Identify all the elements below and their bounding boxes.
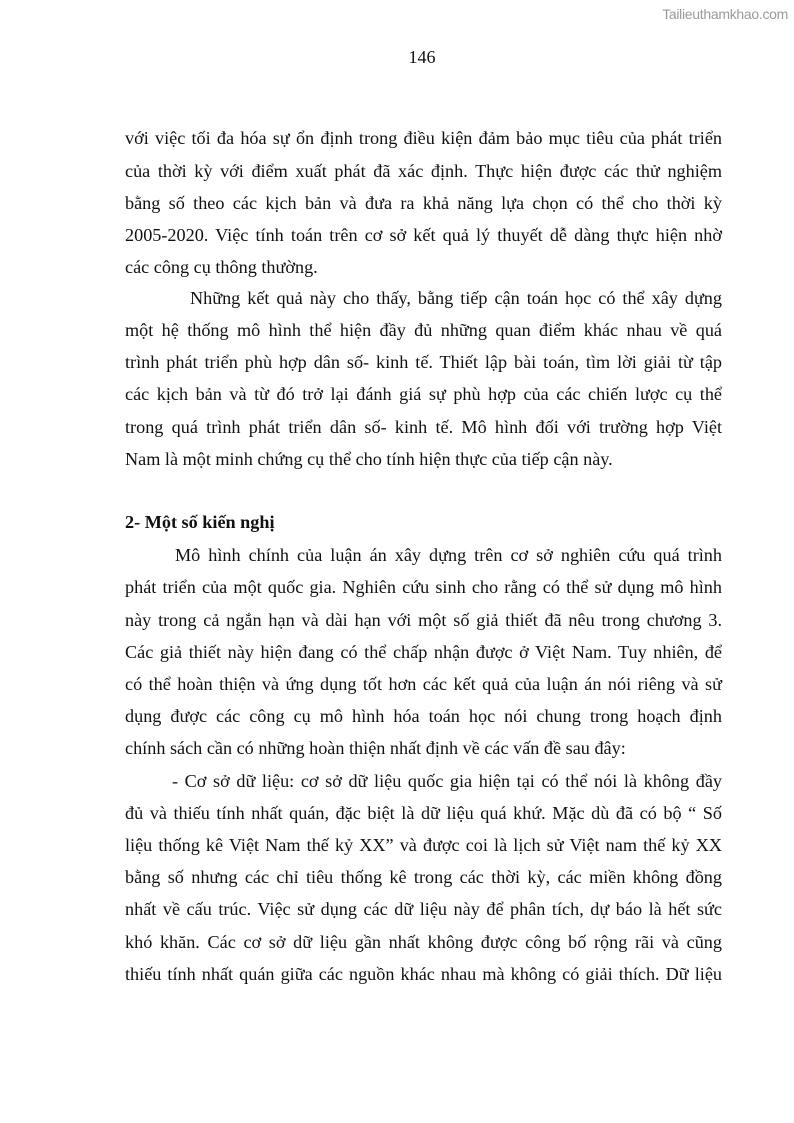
text-line: nhất về cấu trúc. Việc sử dụng các dữ liệu này để phân tích, dự báo là hết sức bbox=[125, 899, 722, 919]
text-line: Nam là một minh chứng cụ thể cho tính hiện thực của tiếp cận này. bbox=[125, 449, 613, 469]
text-line: trong quá trình phát triển dân số- kinh tế. Mô hình đối với trường hợp Việt bbox=[125, 417, 722, 437]
text-line: đủ và thiếu tính nhất quán, đặc biệt là dữ liệu quá khứ. Mặc dù đã có bộ “ Số bbox=[125, 803, 722, 823]
text-line: bằng số theo các kịch bản và đưa ra khả năng lựa chọn có thể cho thời kỳ bbox=[125, 193, 722, 213]
text-line: Các giả thiết này hiện đang có thể chấp nhận được ở Việt Nam. Tuy nhiên, để bbox=[125, 642, 722, 662]
page-number: 146 bbox=[408, 47, 436, 67]
text-line: bằng số nhưng các chỉ tiêu thống kê trong các thời kỳ, các miền không đồng bbox=[125, 867, 722, 887]
text-line: thiếu tính nhất quán giữa các nguồn khác nhau mà không có giải thích. Dữ liệu bbox=[125, 964, 722, 984]
watermark: Tailieuthamkhao.com bbox=[662, 6, 788, 22]
text-line: dụng được các công cụ mô hình hóa toán học nói chung trong hoạch định bbox=[125, 706, 722, 726]
text-line: này trong cả ngắn hạn và dài hạn với một số giả thiết đã nêu trong chương 3. bbox=[125, 610, 722, 630]
text-line: các kịch bản và từ đó trở lại đánh giá sự phù hợp của các chiến lược cụ thể bbox=[125, 384, 722, 404]
text-line: Mô hình chính của luận án xây dựng trên cơ sở nghiên cứu quá trình bbox=[175, 545, 722, 565]
text-line: phát triển của một quốc gia. Nghiên cứu sinh cho rằng có thể sử dụng mô hình bbox=[125, 577, 722, 597]
text-line: một hệ thống mô hình thể hiện đầy đủ những quan điểm khác nhau về quá bbox=[125, 320, 722, 340]
text-line: liệu thống kê Việt Nam thế kỷ XX” và được coi là lịch sử Việt nam thế kỷ XX bbox=[125, 835, 722, 855]
text-line: có thể hoàn thiện và ứng dụng tốt hơn các kết quả của luận án nói riêng và sử bbox=[125, 674, 722, 694]
text-line: các công cụ thông thường. bbox=[125, 257, 318, 277]
text-line: Những kết quả này cho thấy, bằng tiếp cận toán học có thể xây dựng bbox=[190, 288, 722, 308]
text-line: của thời kỳ với điểm xuất phát đã xác định. Thực hiện được các thử nghiệm bbox=[125, 161, 722, 181]
text-line: khó khăn. Các cơ sở dữ liệu gần nhất không được công bố rộng rãi và cũng bbox=[125, 932, 722, 952]
text-line: - Cơ sở dữ liệu: cơ sở dữ liệu quốc gia hiện tại có thể nói là không đầy bbox=[172, 771, 722, 791]
text-line: chính sách cần có những hoàn thiện nhất định về các vấn đề sau đây: bbox=[125, 738, 626, 758]
text-line: trình phát triển phù hợp dân số- kinh tế. Thiết lập bài toán, tìm lời giải từ tập bbox=[125, 352, 722, 372]
section-heading: 2- Một số kiến nghị bbox=[125, 512, 275, 532]
text-line: với việc tối đa hóa sự ổn định trong điều kiện đảm bảo mục tiêu của phát triển bbox=[125, 128, 722, 148]
text-line: 2005-2020. Việc tính toán trên cơ sở kết quả lý thuyết dễ dàng thực hiện nhờ bbox=[125, 225, 722, 245]
